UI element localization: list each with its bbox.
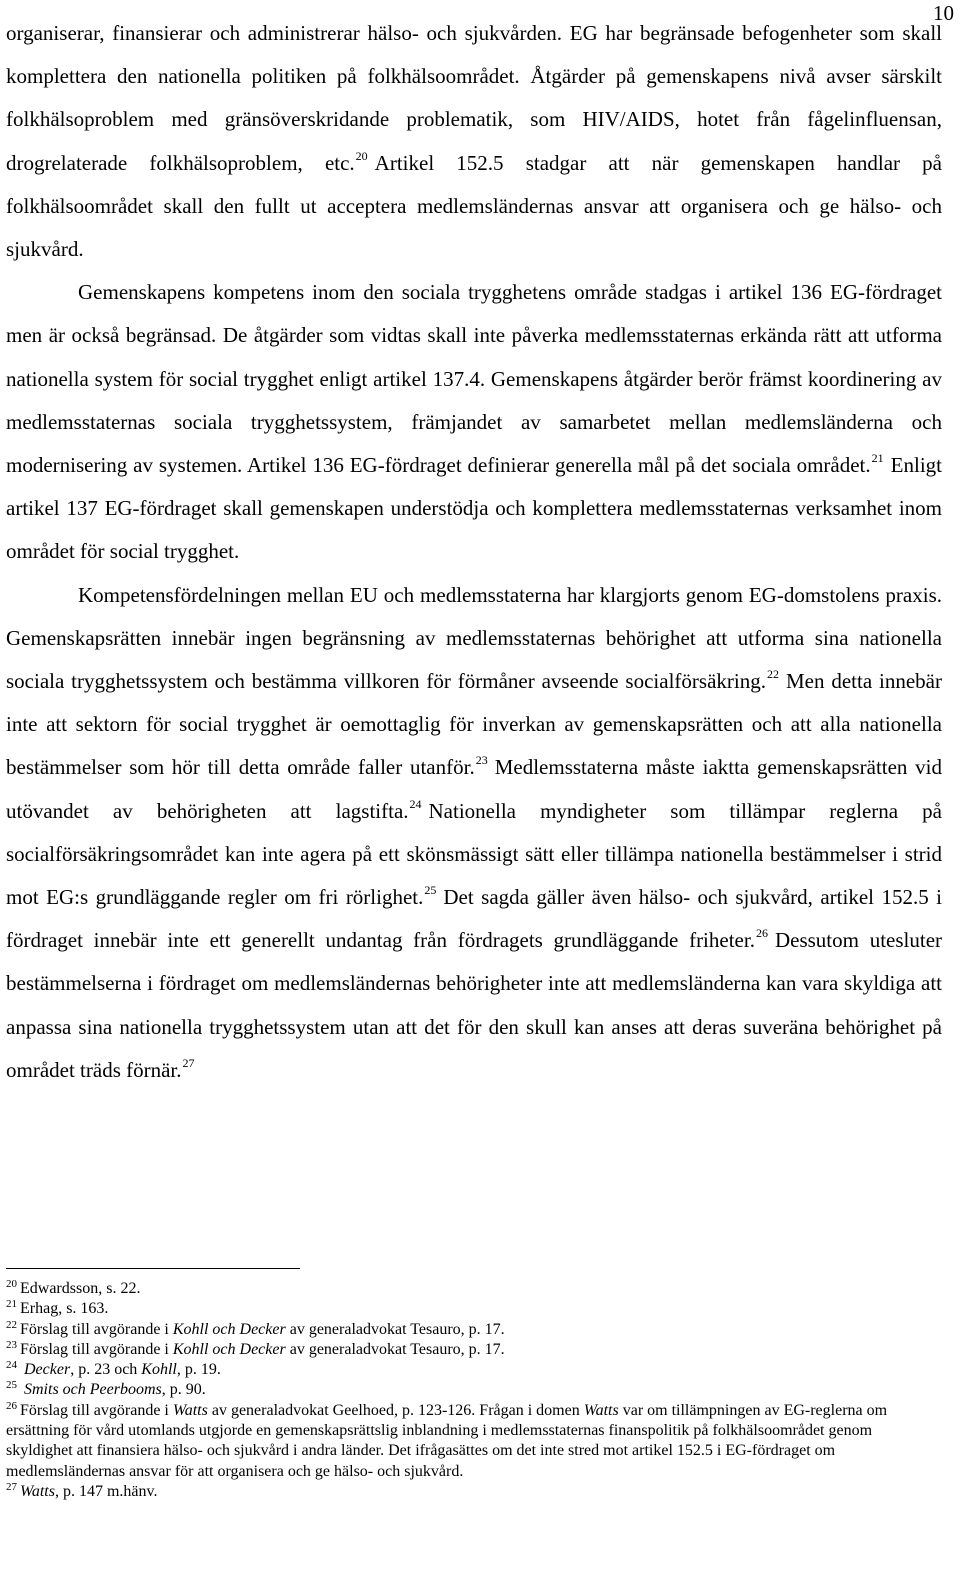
paragraph bbox=[6, 271, 942, 573]
footnote-text: Edwardsson, s. 22. bbox=[20, 1280, 141, 1297]
footnote-reference: 23 bbox=[475, 753, 488, 768]
footnote bbox=[6, 1360, 942, 1380]
footnote bbox=[6, 1482, 942, 1502]
footnote-separator bbox=[6, 1268, 300, 1269]
footnote-number: 20 bbox=[6, 1278, 17, 1290]
footnote-text: Förslag till avgörande i bbox=[20, 1340, 173, 1358]
footnote-text: Watts bbox=[583, 1401, 619, 1419]
footnote-reference: 22 bbox=[766, 667, 779, 682]
footnote-reference: 24 bbox=[409, 796, 422, 811]
paragraph-text: Enligt artikel 137 EG-fördraget skall gemenskapen understödja och komplettera medlemsstaternas verksamhet inom området för social trygghet. bbox=[6, 453, 942, 564]
footnote-text: , p. 90. bbox=[161, 1381, 206, 1399]
footnote-reference: 21 bbox=[871, 451, 884, 466]
paragraph-text: Kompetensfördelningen mellan EU och medlemsstaterna har klargjorts genom EG-domstolens praxis. Gemenskapsrätten innebär ingen begränsning av medlemsstaternas behörighet att utforma sina nationella sociala trygghetssystem och bestämma villkoren för förmåner avseende socialförsäkring. bbox=[6, 582, 942, 694]
footnote-text: Smits och Peerbooms bbox=[24, 1381, 162, 1399]
footnote-text: Watts bbox=[20, 1482, 55, 1500]
paragraph-text: Artikel 152.5 stadgar att när gemenskapen handlar på folkhälsoområdet skall den fullt ut acceptera medlemsländernas ansvar att organisera och ge hälso- och sjukvård. bbox=[6, 150, 942, 262]
footnote-text: av generaladvokat Tesauro, p. 17. bbox=[285, 1340, 505, 1358]
paragraph-text: Gemenskapens kompetens inom den sociala trygghetens område stadgas i artikel 136 EG-fördraget men är också begränsad. De åtgärder som vidtas skall inte påverka medlemsstaternas erkända rätt att utforma nationella system för social trygghet enligt artikel 137.4. Gemenskapens åtgärder berör främst koordinering av medlemsstaternas sociala trygghetssystem, främjandet av samarbetet mellan medlemsländerna och modernisering av systemen. Artikel 136 EG-fördraget definierar generella mål på det sociala området. bbox=[6, 280, 942, 478]
footnotes bbox=[6, 1279, 942, 1502]
footnote-number: 25 bbox=[6, 1379, 17, 1392]
footnote-reference: 26 bbox=[755, 926, 768, 941]
footnote bbox=[6, 1340, 942, 1360]
paragraph-text: Nationella myndigheter som tillämpar reglerna på socialförsäkringsområdet kan inte agera på ett skönsmässigt sätt eller tillämpa nationella bestämmelser i strid mot EG:s grundläggande regler om fri rörlighet. bbox=[6, 798, 942, 910]
footnote-reference: 25 bbox=[424, 883, 437, 898]
footnote-number: 21 bbox=[6, 1298, 17, 1311]
paragraph-text: Medlemsstaterna måste iaktta gemenskapsrätten vid utövandet av behörigheten att lagstifta. bbox=[6, 755, 942, 823]
footnote-text: av generaladvokat Tesauro, p. 17. bbox=[285, 1320, 505, 1338]
paragraph-text: Dessutom utesluter bestämmelserna i fördraget om medlemsländernas behörigheter inte att medlemsländerna kan vara skyldiga att anpassa sina nationella trygghetssystem utan att det för den skull kan anses att deras suveräna behörighet på området träds förnär. bbox=[6, 928, 943, 1082]
footnote-text: Watts bbox=[172, 1401, 208, 1419]
footnote bbox=[6, 1299, 942, 1319]
footnote bbox=[6, 1279, 942, 1299]
footnote bbox=[6, 1401, 942, 1482]
footnote-reference: 20 bbox=[355, 148, 368, 163]
footnote-text: var om tillämpningen av EG-reglerna om ersättning för vård utomlands utgjorde en gemenskapsrättslig inblandning i medlemsstaternas finanspolitik på folkhälsoområdet genom skyldighet att finansiera hälso- och sjukvård i andra länder. Det ifrågasättes om det inte stred mot artikel 152.5 i EG-fördraget om medlemsländernas ansvar för att organisera och ge hälso- och sjukvård. bbox=[6, 1401, 888, 1480]
footnote-number: 27 bbox=[6, 1480, 17, 1493]
footnote-number: 24 bbox=[6, 1359, 17, 1372]
paragraph-text: organiserar, finansierar och administrerar hälso- och sjukvården. EG har begränsade befogenheter som skall komplettera den nationella politiken på folkhälsoområdet. Åtgärder på gemenskapens nivå avser särskilt folkhälsoproblem med gränsöverskridande problematik, som HIV/AIDS, hotet från fågelinfluensan, drogrelaterade folkhälsoproblem, etc. bbox=[6, 21, 942, 175]
footnote-text: , p. 23 och bbox=[70, 1361, 142, 1379]
footnote-text: Decker bbox=[24, 1361, 71, 1379]
paragraph bbox=[6, 574, 942, 1092]
footnote-reference: 27 bbox=[182, 1055, 195, 1070]
footnote-text: Förslag till avgörande i bbox=[20, 1401, 173, 1419]
footnote bbox=[6, 1320, 942, 1340]
body-text bbox=[6, 12, 942, 1092]
footnote-text: Erhag, s. 163. bbox=[20, 1300, 109, 1318]
footnote-text: , p. 19. bbox=[176, 1361, 221, 1379]
footnote-text: av generaladvokat Geelhoed, p. 123-126. Frågan i domen bbox=[207, 1401, 584, 1419]
footnote-text: Kohll och Decker bbox=[172, 1320, 286, 1338]
footnote-text: , p. 147 m.hänv. bbox=[54, 1482, 158, 1500]
footnote-number: 26 bbox=[6, 1399, 17, 1412]
paragraph bbox=[6, 12, 942, 271]
footnote-text: Kohll och Decker bbox=[172, 1340, 286, 1358]
footnote bbox=[6, 1380, 942, 1400]
footnote-number: 22 bbox=[6, 1318, 17, 1331]
page-number: 10 bbox=[933, 1, 954, 25]
footnote-text: Förslag till avgörande i bbox=[20, 1320, 173, 1338]
paragraph-text: Men detta innebär inte att sektorn för social trygghet är oemottaglig för inverkan av gemenskapsrätten och att alla nationella bestämmelser som hör till detta område faller utanför. bbox=[6, 669, 942, 780]
footnote-number: 23 bbox=[6, 1338, 17, 1351]
paragraph-text: Det sagda gäller även hälso- och sjukvård, artikel 152.5 i fördraget innebär inte ett generellt undantag från fördragets grundläggande friheter. bbox=[6, 885, 942, 953]
footnote-text: Kohll bbox=[141, 1361, 177, 1379]
